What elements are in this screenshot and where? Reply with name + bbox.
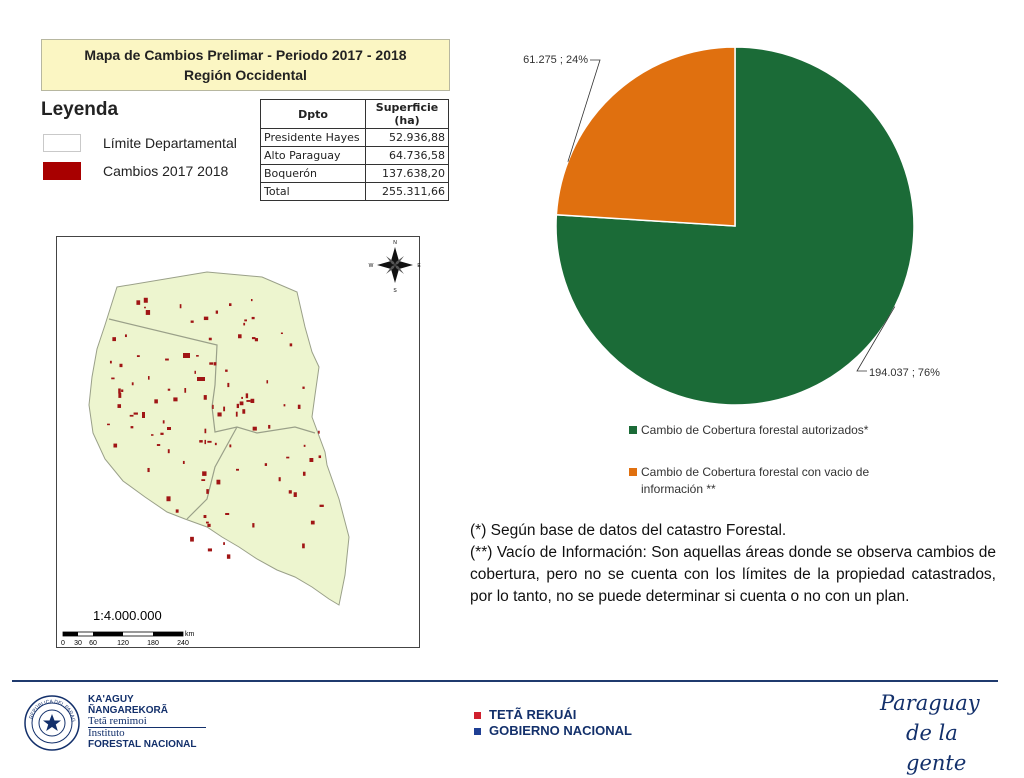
pie-legend-label: Cambio de Cobertura forestal con vacio de <box>641 465 870 479</box>
institution-logo <box>88 694 206 750</box>
change-mark <box>286 457 289 459</box>
change-mark <box>298 405 301 409</box>
change-mark <box>204 395 207 400</box>
note-catastro: (*) Según base de datos del catastro Forestal. <box>470 522 787 539</box>
region-map <box>57 237 419 647</box>
region-map-frame <box>56 236 420 648</box>
department-area-table <box>260 99 449 201</box>
paraguay-brand-logo <box>880 688 1024 778</box>
change-mark <box>121 389 123 392</box>
change-mark <box>183 353 190 358</box>
brand-line-gente: de la gente <box>906 721 967 775</box>
change-mark <box>111 378 114 380</box>
change-mark <box>279 477 281 481</box>
compass-n-label: N <box>393 240 397 246</box>
change-mark <box>132 382 134 385</box>
pie-chart-area <box>500 20 1000 440</box>
table-row <box>261 129 449 147</box>
change-mark <box>110 361 112 364</box>
map-scale-text: 1:4.000.000 <box>93 608 162 623</box>
change-mark <box>204 440 206 444</box>
change-mark <box>243 323 245 326</box>
change-mark <box>289 490 292 493</box>
change-mark <box>246 400 250 402</box>
change-mark <box>147 468 149 472</box>
change-mark <box>196 355 199 357</box>
table-row-total <box>261 183 449 201</box>
change-mark <box>163 420 165 423</box>
change-mark <box>207 524 210 527</box>
change-mark <box>294 492 297 497</box>
change-mark <box>242 409 245 414</box>
notes-block <box>470 520 996 608</box>
change-mark <box>251 399 255 403</box>
change-mark <box>241 397 243 399</box>
compass-e-label: E <box>417 263 421 269</box>
change-mark <box>217 412 221 416</box>
change-mark <box>112 337 116 341</box>
change-mark <box>107 424 110 426</box>
legend-item-cambios <box>43 162 228 180</box>
pie-chart <box>500 20 1000 440</box>
national-seal-icon <box>24 695 80 751</box>
change-mark <box>197 377 205 381</box>
change-mark <box>318 431 320 434</box>
map-title-box <box>41 39 450 91</box>
change-mark <box>119 364 122 367</box>
change-mark <box>144 307 146 309</box>
change-mark <box>146 310 150 315</box>
change-mark <box>253 427 257 431</box>
change-mark <box>208 548 212 551</box>
change-mark <box>252 337 256 339</box>
change-mark <box>268 425 270 429</box>
seal-text: REPÚBLICA DEL PARAG <box>28 698 77 723</box>
change-mark <box>229 303 231 306</box>
change-mark <box>160 433 163 435</box>
change-mark <box>240 401 244 405</box>
change-mark <box>216 311 218 314</box>
scale-tick-label: 180 <box>147 640 159 647</box>
change-mark <box>302 543 305 548</box>
legend-swatch-cambios <box>43 162 81 180</box>
change-mark <box>227 383 229 387</box>
inst-line-forestal: FORESTAL NACIONAL <box>88 739 197 750</box>
change-mark <box>214 362 217 365</box>
change-mark <box>229 444 231 447</box>
change-mark <box>202 471 206 476</box>
table-cell-area: 52.936,88 <box>366 129 449 147</box>
change-mark <box>144 298 148 303</box>
pie-legend-label: información ** <box>641 482 716 496</box>
compass-s-label: S <box>393 288 397 294</box>
table-cell-area: 137.638,20 <box>366 165 449 183</box>
scale-tick-label: 60 <box>89 640 97 647</box>
change-mark <box>252 523 254 527</box>
change-mark <box>118 393 121 398</box>
region-occidental-shape <box>89 272 349 605</box>
change-mark <box>244 319 247 321</box>
pie-legend-item-autorizados <box>629 422 868 439</box>
legend-heading: Leyenda <box>41 99 119 120</box>
scale-tick-label: 0 <box>61 640 65 647</box>
scale-unit: km <box>185 631 195 638</box>
change-mark <box>236 412 238 417</box>
change-mark <box>304 445 306 447</box>
map-title: Mapa de Cambios Prelimar - Periodo 2017 - 2018 <box>84 47 407 63</box>
legend-item-limite <box>43 134 237 152</box>
change-mark <box>303 472 306 476</box>
change-mark <box>168 449 170 453</box>
change-mark <box>309 458 313 462</box>
gov-square-blue-icon <box>474 728 481 735</box>
change-mark <box>131 426 134 428</box>
change-mark <box>209 362 213 364</box>
change-mark <box>194 371 196 374</box>
table-cell-dept: Presidente Hayes <box>261 129 366 147</box>
pie-legend-swatch-green <box>629 426 637 434</box>
change-mark <box>180 304 182 308</box>
change-mark <box>201 479 205 481</box>
change-mark <box>311 521 315 525</box>
compass-w-label: W <box>368 263 374 269</box>
change-mark <box>166 496 170 501</box>
inst-line-nangarekora: ÑANGAREKORÃ <box>88 705 168 716</box>
gov-line-gobierno: GOBIERNO NACIONAL <box>489 723 632 738</box>
change-mark <box>204 317 208 320</box>
change-mark <box>227 554 230 558</box>
change-mark <box>223 542 225 545</box>
change-mark <box>238 334 242 338</box>
change-mark <box>216 480 220 485</box>
change-mark <box>157 444 160 446</box>
change-mark <box>173 397 177 401</box>
change-mark <box>290 343 293 346</box>
table-cell-area: 255.311,66 <box>366 183 449 201</box>
change-mark <box>148 376 150 380</box>
change-mark <box>154 399 158 403</box>
table-header-superficie: Superficie (ha) <box>366 100 449 129</box>
change-mark <box>206 489 209 494</box>
change-mark <box>191 321 194 323</box>
change-mark <box>246 393 248 398</box>
change-mark <box>223 407 225 412</box>
change-mark <box>184 388 186 393</box>
change-mark <box>265 463 267 466</box>
table-cell-dept: Alto Paraguay <box>261 147 366 165</box>
change-mark <box>113 444 117 448</box>
change-mark <box>209 338 212 341</box>
change-mark <box>237 404 239 408</box>
change-mark <box>165 359 169 361</box>
change-mark <box>225 370 228 372</box>
change-mark <box>204 515 207 518</box>
pie-legend-label: Cambio de Cobertura forestal autorizados* <box>641 423 869 437</box>
change-mark <box>302 387 304 389</box>
change-mark <box>225 513 229 515</box>
scale-tick-label: 120 <box>117 640 129 647</box>
change-mark <box>118 388 121 393</box>
table-header-dpto: Dpto <box>261 100 366 129</box>
inst-line-instituto: Instituto <box>88 727 125 739</box>
table-cell-area: 64.736,58 <box>366 147 449 165</box>
change-mark <box>199 440 203 442</box>
gov-line-teta: TETÃ REKUÁI <box>489 707 577 722</box>
table-row <box>261 147 449 165</box>
change-mark <box>134 412 138 414</box>
pie-data-label-1: 61.275 ; 24% <box>523 54 588 66</box>
change-mark <box>320 505 324 507</box>
change-mark <box>117 404 121 408</box>
change-mark <box>151 434 153 436</box>
change-mark <box>168 389 170 391</box>
change-mark <box>137 355 140 357</box>
table-row <box>261 165 449 183</box>
inst-line-tetaremimoi: Tetã remimoi <box>88 715 147 727</box>
change-mark <box>206 522 209 524</box>
gov-square-red-icon <box>474 712 481 719</box>
scale-bar <box>61 631 194 647</box>
change-mark <box>190 537 194 542</box>
pie-legend-item-vacio <box>629 464 869 498</box>
change-mark <box>136 300 140 305</box>
change-mark <box>281 333 283 335</box>
government-logo <box>474 707 632 739</box>
pie-legend-swatch-orange <box>629 468 637 476</box>
table-cell-dept: Boquerón <box>261 165 366 183</box>
note-vacio-informacion: (**) Vacío de Información: Son aquellas áreas donde se observa cambios de cobertura, pero no se cuenta con los límites de la propiedad catastrados, por lo tanto, no se puede determinar si cuenta o no con un plan. <box>470 544 996 605</box>
change-mark <box>215 443 217 445</box>
change-mark <box>251 299 253 301</box>
brand-line-paraguay: Paraguay <box>880 691 980 715</box>
pie-slice-1 <box>556 47 735 226</box>
change-mark <box>212 405 214 409</box>
map-subtitle: Región Occidental <box>184 67 307 83</box>
table-cell-dept: Total <box>261 183 366 201</box>
scale-tick-label: 240 <box>177 640 189 647</box>
change-mark <box>167 427 171 430</box>
change-mark <box>207 441 211 443</box>
pie-data-label-0: 194.037 ; 76% <box>869 367 940 379</box>
legend-label-limite: Límite Departamental <box>103 135 237 151</box>
scale-tick-label: 30 <box>74 640 82 647</box>
change-mark <box>266 380 268 383</box>
change-mark <box>319 455 322 458</box>
inst-line-kaaguy: KA'AGUY <box>88 694 134 705</box>
change-mark <box>130 415 134 417</box>
compass-icon <box>369 240 422 294</box>
change-mark <box>252 317 255 319</box>
change-mark <box>125 334 127 337</box>
change-mark <box>176 509 179 512</box>
change-mark <box>284 404 286 406</box>
change-mark <box>205 429 207 434</box>
change-mark <box>236 469 239 471</box>
table-header-row <box>261 100 449 129</box>
legend-swatch-limite <box>43 134 81 152</box>
footer-divider <box>12 680 998 682</box>
change-mark <box>183 461 185 464</box>
legend-label-cambios: Cambios 2017 2018 <box>103 163 229 179</box>
change-mark <box>142 412 145 418</box>
